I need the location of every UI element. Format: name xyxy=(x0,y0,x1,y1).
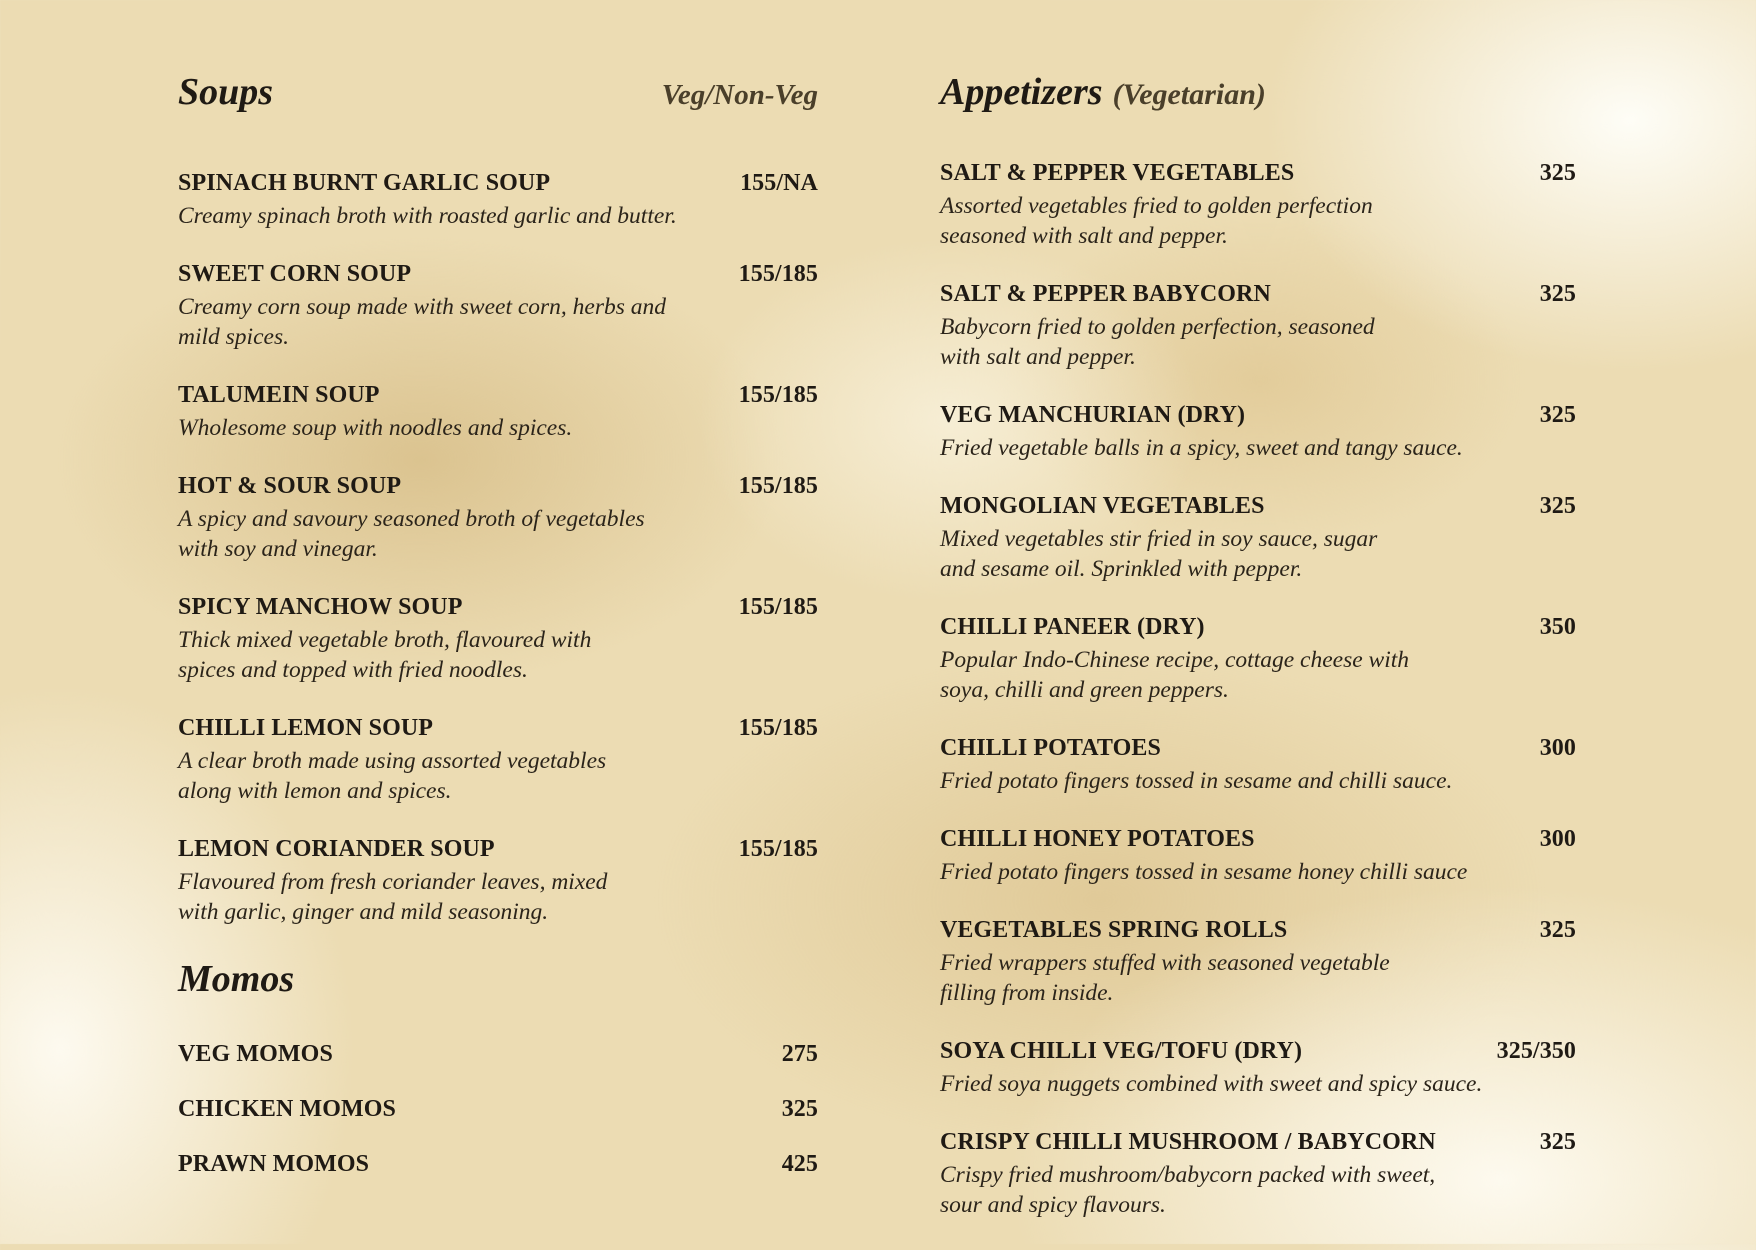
item-price: 155/185 xyxy=(738,836,818,862)
item-description: Fried potato fingers tossed in sesame honey chilli sauce xyxy=(940,859,1468,885)
item-name: PRAWN MOMOS xyxy=(178,1151,370,1177)
menu-item-talumein-soup xyxy=(178,382,818,443)
momos-header xyxy=(178,957,818,1001)
item-price: 300 xyxy=(1539,735,1576,761)
item-price: 350 xyxy=(1539,614,1576,640)
item-name: SPICY MANCHOW SOUP xyxy=(178,594,463,620)
item-price: 155/185 xyxy=(738,473,818,499)
item-name: MONGOLIAN VEGETABLES xyxy=(940,493,1265,519)
soups-list xyxy=(178,170,818,927)
item-description: Fried vegetable balls in a spicy, sweet and tangy sauce. xyxy=(940,435,1463,461)
item-price: 155/185 xyxy=(738,261,818,287)
item-price: 325 xyxy=(1539,493,1576,519)
item-name: VEG MOMOS xyxy=(178,1041,333,1067)
momos-title: Momos xyxy=(178,958,295,1000)
left-column xyxy=(178,70,818,1206)
soups-title: Soups xyxy=(178,71,274,113)
item-description: Creamy corn soup made with sweet corn, herbs and mild spices. xyxy=(178,294,667,350)
item-name: SALT & PEPPER VEGETABLES xyxy=(940,160,1295,186)
item-name: SPINACH BURNT GARLIC SOUP xyxy=(178,170,551,196)
item-price: 325/350 xyxy=(1496,1038,1576,1064)
menu-item-soya-chilli-veg-tofu xyxy=(940,1038,1576,1099)
item-name: SWEET CORN SOUP xyxy=(178,261,412,287)
item-description: Fried potato fingers tossed in sesame and chilli sauce. xyxy=(940,768,1453,794)
item-price: 325 xyxy=(1539,402,1576,428)
menu-item-veg-manchurian xyxy=(940,402,1576,463)
item-price: 155/NA xyxy=(740,170,818,196)
menu-item-sweet-corn-soup xyxy=(178,261,818,352)
menu-item-hot-sour-soup xyxy=(178,473,818,564)
item-description: A clear broth made using assorted vegetables along with lemon and spices. xyxy=(178,748,607,804)
menu-item-mongolian-vegetables xyxy=(940,493,1576,584)
appetizers-header xyxy=(940,70,1576,114)
menu-item-crispy-chilli-mushroom-babycorn xyxy=(940,1129,1576,1220)
item-price: 425 xyxy=(781,1151,818,1177)
menu-item-spicy-manchow-soup xyxy=(178,594,818,685)
item-name: CHILLI PANEER (DRY) xyxy=(940,614,1205,640)
item-description: Popular Indo-Chinese recipe, cottage cheese with soya, chilli and green peppers. xyxy=(940,647,1410,703)
item-price: 300 xyxy=(1539,826,1576,852)
right-column xyxy=(940,70,1576,1250)
item-description: Fried soya nuggets combined with sweet and spicy sauce. xyxy=(940,1071,1483,1097)
menu-item-prawn-momos xyxy=(178,1151,818,1178)
menu-item-chilli-lemon-soup xyxy=(178,715,818,806)
item-name: SOYA CHILLI VEG/TOFU (DRY) xyxy=(940,1038,1303,1064)
item-name: TALUMEIN SOUP xyxy=(178,382,380,408)
appetizers-list xyxy=(940,160,1576,1220)
item-description: A spicy and savoury seasoned broth of vegetables with soy and vinegar. xyxy=(178,506,645,562)
item-description: Flavoured from fresh coriander leaves, mixed with garlic, ginger and mild seasoning. xyxy=(178,869,608,925)
item-description: Wholesome soup with noodles and spices. xyxy=(178,415,573,441)
appetizers-subtitle: (Vegetarian) xyxy=(1112,78,1266,111)
menu-item-chilli-paneer xyxy=(940,614,1576,705)
item-name: VEG MANCHURIAN (DRY) xyxy=(940,402,1246,428)
item-description: Babycorn fried to golden perfection, seasoned with salt and pepper. xyxy=(940,314,1375,370)
menu-item-salt-pepper-vegetables xyxy=(940,160,1576,251)
item-name: CRISPY CHILLI MUSHROOM / BABYCORN xyxy=(940,1129,1436,1155)
item-description: Crispy fried mushroom/babycorn packed with sweet, sour and spicy flavours. xyxy=(940,1162,1436,1218)
menu-item-spinach-burnt-garlic-soup xyxy=(178,170,818,231)
menu-item-chicken-momos xyxy=(178,1096,818,1123)
item-name: CHILLI HONEY POTATOES xyxy=(940,826,1255,852)
menu-item-salt-pepper-babycorn xyxy=(940,281,1576,372)
menu-item-vegetables-spring-rolls xyxy=(940,917,1576,1008)
item-name: CHILLI POTATOES xyxy=(940,735,1161,761)
menu-item-lemon-coriander-soup xyxy=(178,836,818,927)
item-name: HOT & SOUR SOUP xyxy=(178,473,402,499)
item-name: SALT & PEPPER BABYCORN xyxy=(940,281,1271,307)
item-name: LEMON CORIANDER SOUP xyxy=(178,836,495,862)
item-description: Thick mixed vegetable broth, flavoured with spices and topped with fried noodles. xyxy=(178,627,592,683)
momos-list xyxy=(178,1041,818,1178)
item-price: 325 xyxy=(1539,1129,1576,1155)
menu-item-chilli-honey-potatoes xyxy=(940,826,1576,887)
appetizers-title: Appetizers xyxy=(940,71,1103,113)
item-description: Fried wrappers stuffed with seasoned vegetable filling from inside. xyxy=(940,950,1390,1006)
item-price: 155/185 xyxy=(738,382,818,408)
item-name: CHICKEN MOMOS xyxy=(178,1096,396,1122)
soups-price-note: Veg/Non-Veg xyxy=(661,79,818,111)
item-description: Assorted vegetables fried to golden perfection seasoned with salt and pepper. xyxy=(940,193,1373,249)
menu-item-chilli-potatoes xyxy=(940,735,1576,796)
item-price: 155/185 xyxy=(738,715,818,741)
item-description: Mixed vegetables stir fried in soy sauce, sugar and sesame oil. Sprinkled with pepper. xyxy=(940,526,1378,582)
item-price: 155/185 xyxy=(738,594,818,620)
menu-item-veg-momos xyxy=(178,1041,818,1068)
item-price: 325 xyxy=(1539,917,1576,943)
item-price: 325 xyxy=(781,1096,818,1122)
item-price: 275 xyxy=(781,1041,818,1067)
item-price: 325 xyxy=(1539,160,1576,186)
soups-header xyxy=(178,70,818,114)
item-price: 325 xyxy=(1539,281,1576,307)
item-name: VEGETABLES SPRING ROLLS xyxy=(940,917,1288,943)
item-description: Creamy spinach broth with roasted garlic and butter. xyxy=(178,203,677,229)
item-name: CHILLI LEMON SOUP xyxy=(178,715,434,741)
